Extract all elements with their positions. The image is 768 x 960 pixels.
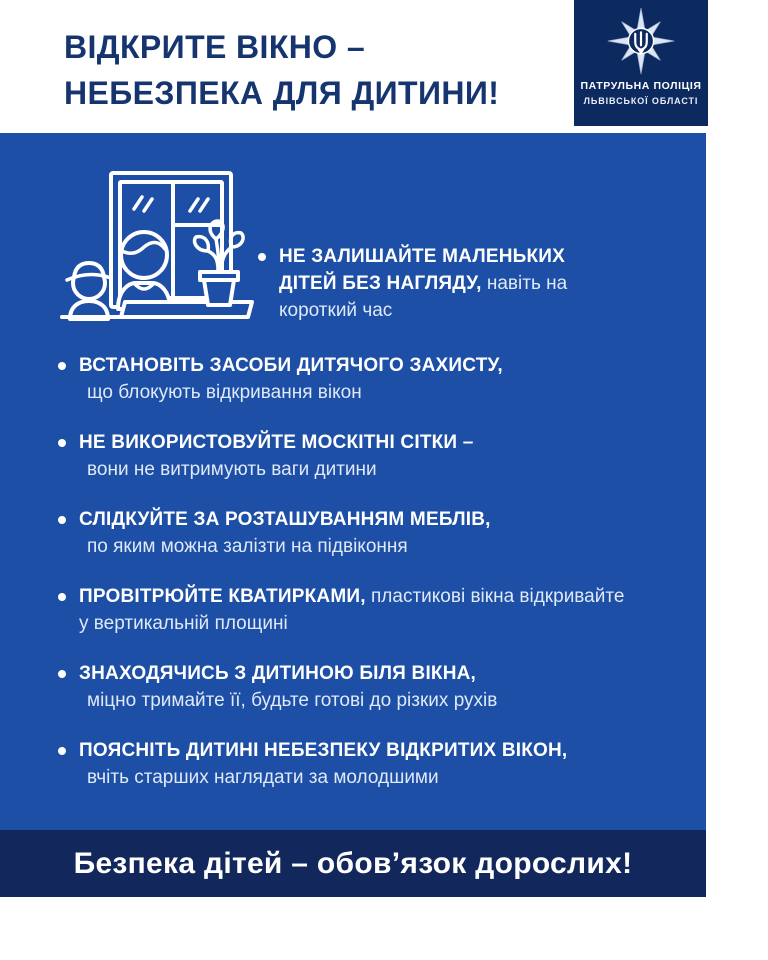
- tip-bold-text: ЗНАХОДЯЧИСЬ З ДИТИНОЮ БІЛЯ ВІКНА,: [79, 663, 477, 684]
- tip-text: [79, 352, 639, 406]
- bullet-dot: [58, 439, 66, 447]
- bullet-dot: [58, 747, 66, 755]
- tip-text: [279, 243, 627, 324]
- tip-bold-text: ВСТАНОВІТЬ ЗАСОБИ ДИТЯЧОГО ЗАХИСТУ,: [79, 355, 503, 376]
- tip-bold-text: ПОЯСНІТЬ ДИТИНІ НЕБЕЗПЕКУ ВІДКРИТИХ ВІКОН,: [79, 740, 568, 761]
- tip-regular-text: пластикові вікна відкривайте у вертикальній площині: [79, 586, 625, 634]
- tip-text: [79, 506, 639, 560]
- child-figure: [67, 263, 111, 319]
- badge-region: ЛЬВІВСЬКОЇ ОБЛАСТІ: [583, 96, 699, 106]
- title-line-2: НЕБЕЗПЕКА ДЛЯ ДИТИНИ!: [64, 75, 500, 111]
- tip-bold-text: НЕ ВИКОРИСТОВУЙТЕ МОСКІТНІ СІТКИ –: [79, 432, 474, 453]
- bullet-dot: [58, 593, 66, 601]
- tip-regular-text: вчіть старших наглядати за молодшими: [87, 767, 439, 788]
- window-child-illustration-icon: [56, 159, 276, 354]
- tip-item: [58, 660, 639, 714]
- tip-bold-text: ПРОВІТРЮЙТЕ КВАТИРКАМИ,: [79, 586, 366, 607]
- title-line-1: ВІДКРИТЕ ВІКНО –: [64, 29, 366, 65]
- tip-item: [58, 583, 639, 637]
- tip-regular-text: по яким можна залізти на підвіконня: [87, 536, 408, 557]
- footer-banner: [0, 830, 706, 897]
- bullet-dot: [58, 516, 66, 524]
- tip-regular-text: навіть на короткий час: [279, 273, 568, 321]
- tip-item: [58, 352, 639, 406]
- tip-regular-text: що блокують відкривання вікон: [87, 382, 362, 403]
- page-title: [64, 24, 499, 116]
- content-panel: [0, 133, 706, 830]
- tip-bold-text: НЕ ЗАЛИШАЙТЕ МАЛЕНЬКИХ ДІТЕЙ БЕЗ НАГЛЯДУ,: [279, 246, 566, 294]
- bullet-dot: [258, 253, 266, 261]
- tip-regular-text: вони не витримують ваги дитини: [87, 459, 377, 480]
- bullet-dot: [58, 670, 66, 678]
- tip-bold-text: СЛІДКУЙТЕ ЗА РОЗТАШУВАННЯМ МЕБЛІВ,: [79, 509, 491, 530]
- tip-text: [79, 737, 639, 791]
- police-star-icon: [605, 5, 677, 77]
- tip-text: [79, 583, 639, 637]
- windowsill: [121, 302, 252, 317]
- footer-slogan: Безпека дітей – обов’язок дорослих!: [73, 846, 633, 880]
- potted-plant: [195, 221, 244, 305]
- tip-regular-text: міцно тримайте її, будьте готові до різких рухів: [87, 690, 498, 711]
- badge-org-name: ПАТРУЛЬНА ПОЛІЦІЯ: [580, 80, 702, 92]
- tip-item: [58, 506, 639, 560]
- police-badge: [574, 0, 708, 126]
- tip-item: [58, 737, 639, 791]
- tip-item: [258, 243, 627, 324]
- bullet-dot: [58, 362, 66, 370]
- tip-item: [58, 429, 639, 483]
- tip-text: [79, 429, 639, 483]
- mother-figure: [121, 232, 167, 278]
- tip-text: [79, 660, 639, 714]
